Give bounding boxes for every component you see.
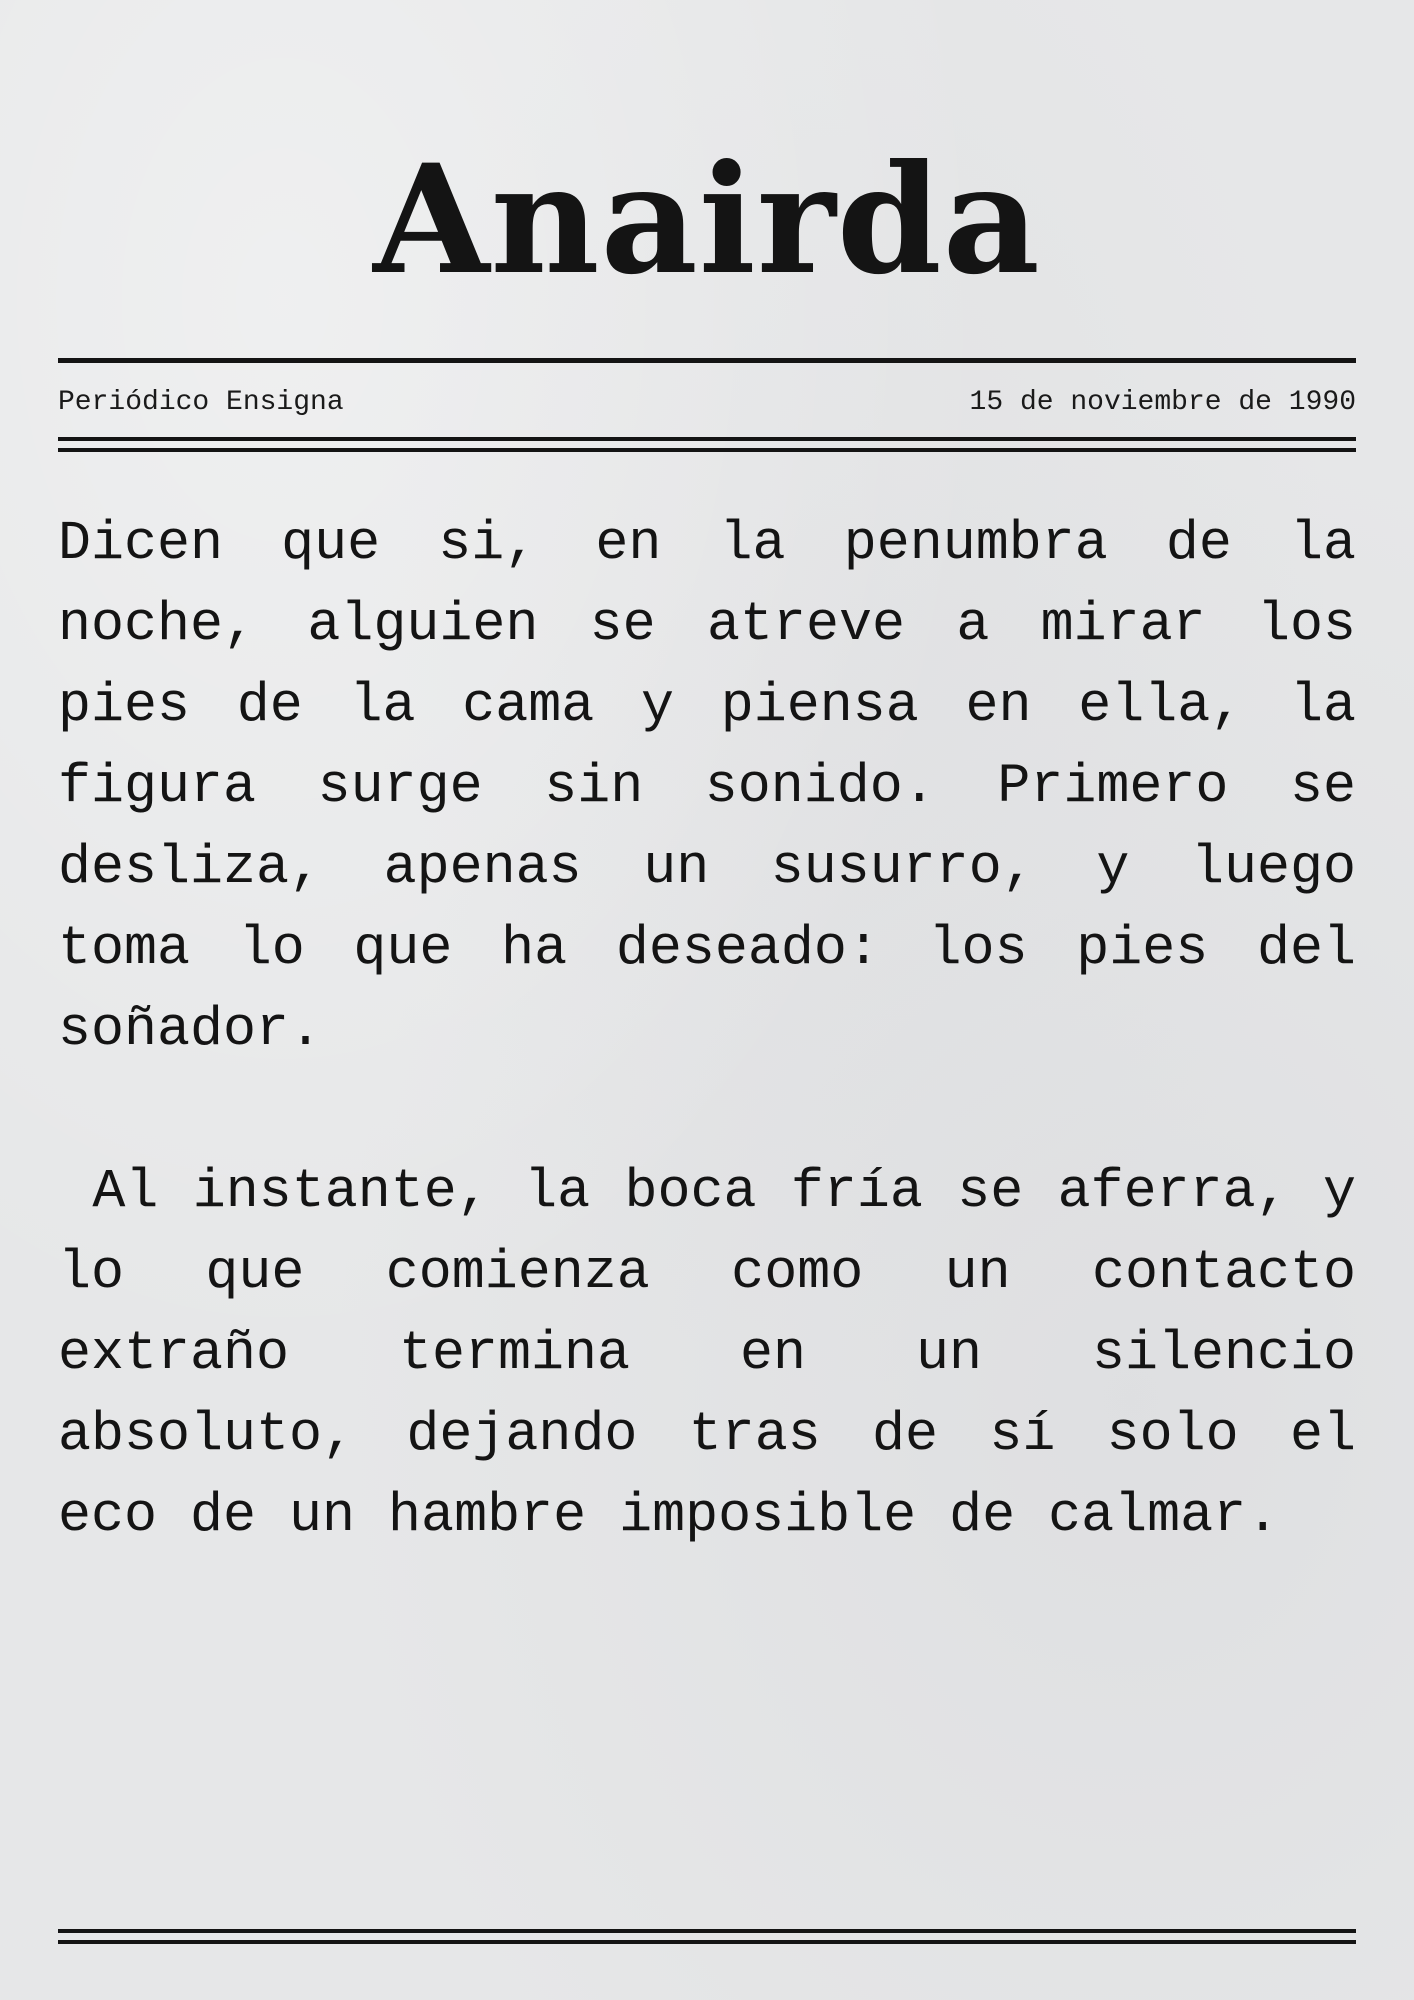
publication-date: 15 de noviembre de 1990	[969, 387, 1356, 418]
article-paragraph-1: Dicen que si, en la penumbra de la noche, alguien se atreve a mirar los pies de la cama y piensa en ella, la figura surge sin sonido. Primero se desliza, apenas un susurro, y luego toma lo que ha deseado: los pies del soñador.	[58, 512, 1356, 1061]
footer-double-rule-lower	[58, 1940, 1356, 1944]
masthead-double-rule-lower	[58, 448, 1356, 452]
footer-double-rule-upper	[58, 1929, 1356, 1933]
article-paragraph-2: Al instante, la boca fría se aferra, y lo que comienza como un contacto extraño termina en un silencio absoluto, dejando tras de sí solo el eco de un hambre imposible de calmar.	[58, 1160, 1356, 1547]
newspaper-title: Anairda	[373, 132, 1041, 308]
article-body	[58, 503, 1356, 1556]
publication-name: Periódico Ensigna	[58, 387, 344, 418]
masthead-double-rule-upper	[58, 437, 1356, 441]
dateline-bar	[58, 383, 1356, 423]
masthead-top-rule	[58, 358, 1356, 363]
